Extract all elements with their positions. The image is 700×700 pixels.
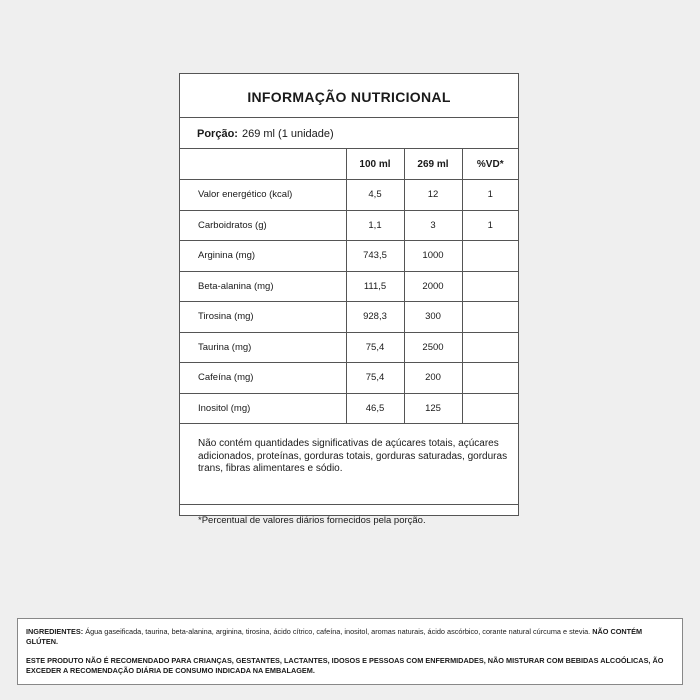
value-269ml: 3	[404, 210, 462, 241]
nutrition-label	[179, 73, 519, 526]
table-row	[180, 241, 518, 272]
value-vd	[462, 363, 518, 394]
value-vd	[462, 302, 518, 333]
portion-line	[180, 118, 518, 149]
table-row	[180, 302, 518, 333]
value-269ml: 200	[404, 363, 462, 394]
table-row	[180, 332, 518, 363]
label-title: INFORMAÇÃO NUTRICIONAL	[180, 74, 518, 118]
dv-footnote: *Percentual de valores diários fornecidos pela porção.	[198, 515, 426, 526]
header-vd: %VD*	[462, 149, 518, 180]
nutrient-name: Carboidratos (g)	[180, 210, 346, 241]
portion-value: 269 ml (1 unidade)	[241, 128, 334, 140]
table-row	[180, 363, 518, 394]
value-100ml: 1,1	[346, 210, 404, 241]
header-nutrient	[180, 149, 346, 180]
header-100ml: 100 ml	[346, 149, 404, 180]
value-269ml: 300	[404, 302, 462, 333]
nutrition-table	[180, 149, 518, 424]
value-100ml: 111,5	[346, 271, 404, 302]
table-header-row	[180, 149, 518, 180]
warning-text: ESTE PRODUTO NÃO É RECOMENDADO PARA CRIANÇAS, GESTANTES, LACTANTES, IDOSOS E PESSOAS COM ENFERMIDADES, NÃO MISTURAR COM BEBIDAS ALCOÓLICAS, ÃO EXCEDER A RECOMENDAÇÃO DIÁRIA DE CONSUMO INDICADA NA EMBALAGEM.	[26, 656, 664, 675]
nutrient-name: Cafeína (mg)	[180, 363, 346, 394]
value-100ml: 4,5	[346, 180, 404, 211]
nutrient-name: Tirosina (mg)	[180, 302, 346, 333]
ingredients-paragraph	[26, 627, 674, 647]
ingredients-box	[17, 618, 683, 685]
nutrient-name: Taurina (mg)	[180, 332, 346, 363]
gluten-notice: NÃO CONTÉM GLÚTEN.	[26, 627, 643, 646]
value-100ml: 743,5	[346, 241, 404, 272]
value-269ml: 2500	[404, 332, 462, 363]
ingredients-text: Água gaseificada, taurina, beta-alanina, arginina, tirosina, ácido cítrico, cafeína, inositol, aromas naturais, ácido ascórbico, corante natural cúrcuma e stevia.	[85, 627, 591, 636]
ingredients-heading: INGREDIENTES:	[26, 627, 84, 636]
value-100ml: 75,4	[346, 363, 404, 394]
nutrient-name: Arginina (mg)	[180, 241, 346, 272]
value-269ml: 1000	[404, 241, 462, 272]
table-row	[180, 393, 518, 424]
value-269ml: 12	[404, 180, 462, 211]
value-vd: 1	[462, 210, 518, 241]
table-row	[180, 271, 518, 302]
portion-label: Porção:	[197, 128, 238, 140]
value-100ml: 928,3	[346, 302, 404, 333]
value-vd	[462, 271, 518, 302]
nutrient-name: Valor energético (kcal)	[180, 180, 346, 211]
header-269ml: 269 ml	[404, 149, 462, 180]
table-row	[180, 180, 518, 211]
value-100ml: 75,4	[346, 332, 404, 363]
value-vd: 1	[462, 180, 518, 211]
value-vd	[462, 332, 518, 363]
table-row	[180, 210, 518, 241]
nutrient-name: Inositol (mg)	[180, 393, 346, 424]
value-269ml: 2000	[404, 271, 462, 302]
nutrition-note: Não contém quantidades significativas de açúcares totais, açúcares adicionados, proteínas, gorduras totais, gorduras saturadas, gorduras trans, fibras alimentares e sódio.	[180, 424, 518, 505]
value-100ml: 46,5	[346, 393, 404, 424]
value-vd	[462, 241, 518, 272]
value-vd	[462, 393, 518, 424]
value-269ml: 125	[404, 393, 462, 424]
nutrient-name: Beta-alanina (mg)	[180, 271, 346, 302]
